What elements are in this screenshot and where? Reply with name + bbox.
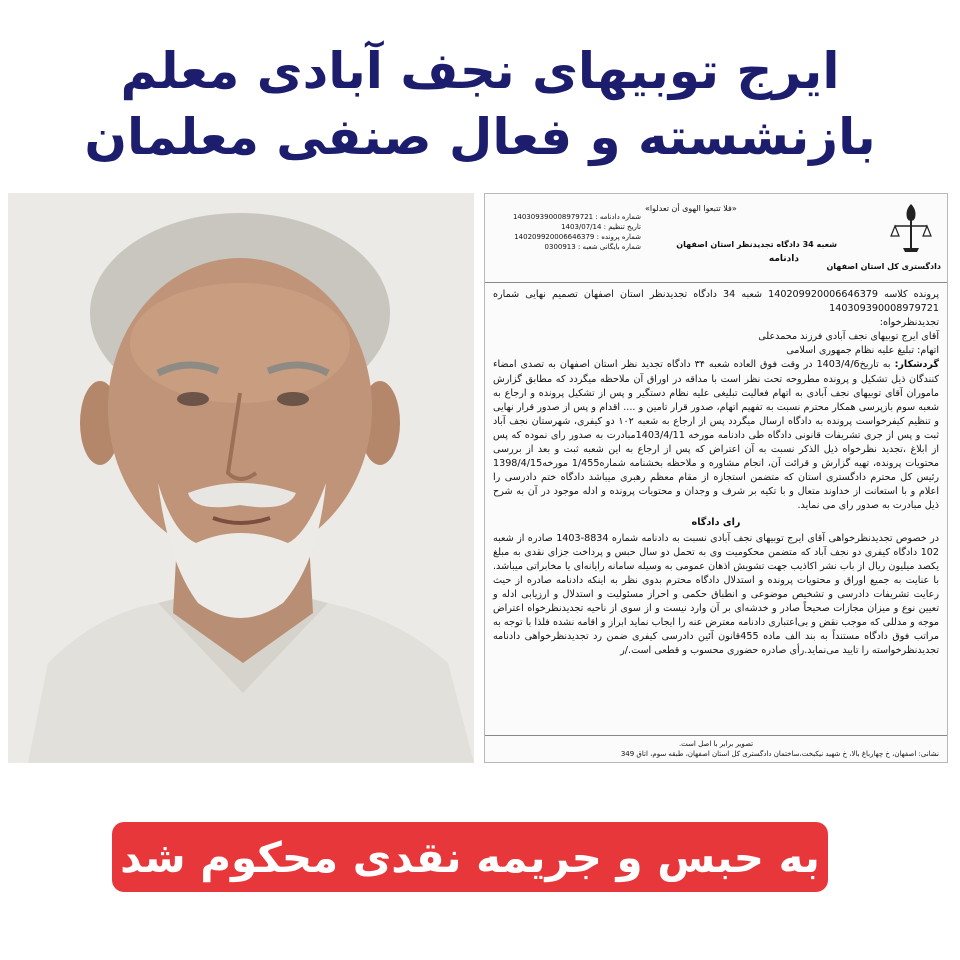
footer-address: نشانی: اصفهان، خ چهارباغ بالا، خ شهید نیکبخت،ساختمان دادگستری کل استان اصفهان، طبقه سوم، اتاق 349 (620, 750, 939, 758)
meta-archive-number: شماره بایگانی شعبه : 0300913 (544, 243, 641, 251)
court-name: دادگستری کل استان اصفهان (826, 262, 941, 271)
court-branch: شعبه 34 دادگاه تجدیدنظر استان اصفهان (676, 240, 837, 249)
scales-of-justice-icon (889, 200, 933, 256)
report-label: گردشکار: (894, 359, 940, 371)
document-body (485, 283, 947, 658)
charge: اتهام: تبلیغ علیه نظام جمهوری اسلامی (786, 345, 939, 357)
verdict-banner-text: به حبس و جریمه نقدی محکوم شد (120, 832, 820, 882)
court-verdict-document (484, 193, 948, 763)
document-title: دادنامه (768, 254, 799, 264)
verdict-banner (112, 822, 828, 892)
appellant-label: تجدیدنظرخواه: (879, 317, 939, 329)
portrait-photo (8, 193, 474, 763)
document-footer (485, 735, 947, 762)
headline (60, 38, 900, 170)
emblem (885, 200, 937, 256)
footer-certification: تصویر برابر با اصل است. (678, 740, 754, 748)
headline-line-2: بازنشسته و فعال صنفی معلمان (84, 108, 876, 166)
file-line: پرونده کلاسه 140209920006646379 شعبه 34 دادگاه تجدیدنظر استان اصفهان تصمیم نهایی شماره 140309390008979721 (493, 289, 939, 315)
report-paragraph (493, 358, 939, 513)
ruling-heading: رای دادگاه (691, 516, 741, 528)
ruling-text: در خصوص تجدیدنظرخواهی آقای ایرج توبیهای نجف آبادی نسبت به دادنامه شماره 8834-1403 صادره از شعبه 102 دادگاه کیفری دو نجف آباد که متضمن محکومیت وی به تحمل دو سال حبس و پرداخت جزای نقدی به مبلغ یکصد میلیون ریال از باب نشر اکاذیب جهت تشویش اذهان عمومی به وسیله سامانه رایانه‌ای یا مخابراتی میباشد. با عنایت به جمیع اوراق و محتویات پرونده و استدلال دادگاه محترم بدوی نظر به اینکه دادنامه صادره از حیث رعایت تشریفات دادرسی و تشخیص موضوعی و انطباق حکمی و احراز مسئولیت و استدلال و ارزیابی ادله و تعیین نوع و میزان مجازات صحیحاً صادر و خدشه‌ای بر آن وارد نیست و از سوی از ناحیه تجدیدنظرخواه اعتراض موجه و مدللی که موجب نقض و بی‌اعتباری دادنامه معترض عنه را ایجاب نماید ابراز و اقامه نشده فلذا با توجه به مراتب فوق دادگاه مستنداً به بند الف ماده 455قانون آئین دادرسی کیفری ضمن رد تجدیدنظرخواهی دادنامه تجدیدنظرخواسته را تایید می‌نماید.رأی صادره حضوری محسوب و قطعی است./ر (493, 532, 940, 657)
meta-case-number: شماره پرونده : 140209920006646379 (514, 233, 641, 241)
meta-verdict-number: شماره دادنامه : 140309390008979721 (512, 213, 641, 221)
appellant: آقای ایرج توبیهای نجف آبادی فرزند محمدعلی (758, 331, 939, 343)
headline-line-1: ایرج توبیهای نجف آبادی معلم (120, 42, 840, 100)
document-meta (491, 212, 641, 252)
report-text: به تاریخ1403/4/6 در وقت فوق العاده شعبه ۳۴ دادگاه تجدید نظر استان اصفهان به تصدی امضاء کنندگان ذیل تشکیل و پرونده مطروحه تحت نظر است با مداقه در اوراق آن ملاحظه میگردد که مطابق گزارش ماموران آقای توبیهای نجف آبادی به اتهام فعالیت تبلیغی علیه نظام دستگیر و پس از تشکیل پرونده و ارجاع به شعبه سوم بازپرسی همکار محترم نسبت به تفهیم اتهام، صدور قرار تامین و .... اقدام و پس از صدور قرار نهایی و تنظیم کیفرخواست پرونده به دادگاه ارسال میگردد پس از ارجاع به شعبه ۱۰۲ دو کیفری، شهرستان نجف آباد ثبت و پس از جری تشریفات قانونی دادگاه طی دادنامه مورخه 1403/4/11مبادرت به صدور رای نموده که پس از ابلاغ ،تجدید نظرخواه ذیل الذکر نسبت به آن اعتراض که پس از ارجاع به این شعبه ثبت و بعد از بررسی محتویات پرونده، تهیه گزارش و قرائت آن، انجام مشاوره و ملاحظه بخشنامه شماره1/455 مورخه1398/4/15 رئیس کل محترم دادگستری استان که متضمن استجازه از مقام معظم رهبری میباشد دادگاه ختم دادرسی را اعلام و با استعانت از خداوند متعال و با تکیه بر شرف و وجدان و محتویات پرونده و ادله موجود در آن به شرح ذیل مبادرت به صدور رای می نماید. (493, 359, 939, 512)
motto: «فلا تتبعوا الهوی أن تعدلوا» (645, 204, 737, 213)
document-header (485, 194, 947, 283)
meta-date: تاریخ تنظیم : 1403/07/14 (561, 223, 641, 231)
